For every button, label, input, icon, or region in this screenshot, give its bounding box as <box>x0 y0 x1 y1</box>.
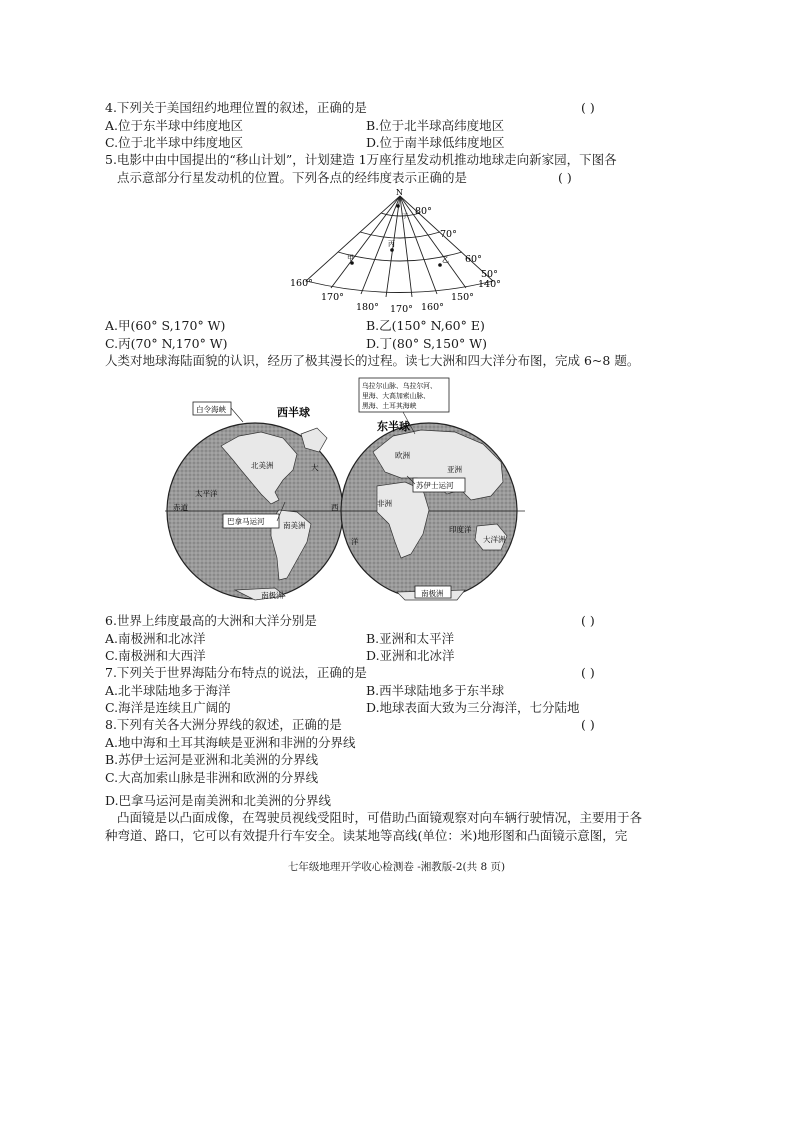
q8-option-a: A.地中海和土耳其海峡是亚洲和非洲的分界线 <box>105 735 356 750</box>
q6-option-b: B.亚洲和太平洋 <box>366 631 455 646</box>
lon-160-mid-label: 160° <box>421 302 444 313</box>
intro-6-8: 人类对地球海陆面貌的认识，经历了极其漫长的过程。读七大洲和四大洋分布图，完成 6~8 题。 <box>105 353 640 368</box>
intro-next-line1: 凸面镜是以凸面成像，在驾驶员视线受阻时，可借助凸面镜观察对向车辆行驶情况，主要用于各 <box>117 810 643 825</box>
boundary-box-line3: 黑海、土耳其海峡 <box>362 402 417 410</box>
lon-170-mid-label: 170° <box>390 304 413 315</box>
lon-160-left-label: 160° <box>290 278 313 289</box>
eastern-hemisphere-title: 东半球 <box>377 420 410 433</box>
world-hemispheres-map <box>165 374 525 610</box>
south-america-label: 南美洲 <box>283 521 306 530</box>
lat-lon-grid-figure <box>288 186 508 316</box>
q6-answer-paren[interactable]: ( ) <box>581 613 595 628</box>
q7-option-a: A.北半球陆地多于海洋 <box>105 683 231 698</box>
oceania-label: 大洋洲 <box>483 535 506 544</box>
q7-stem: 7.下列关于世界海陆分布特点的说法，正确的是 <box>105 665 367 680</box>
western-hemisphere-title: 西半球 <box>277 406 310 419</box>
q8-option-c: C.大高加索山脉是非洲和欧洲的分界线 <box>105 770 319 785</box>
point-yi-label: 乙 <box>442 256 449 264</box>
lat-60-label: 60° <box>465 254 482 265</box>
point-ding-label: 丁 <box>402 213 409 220</box>
q4-option-a: A.位于东半球中纬度地区 <box>105 118 244 133</box>
q6-stem: 6.世界上纬度最高的大洲和大洋分别是 <box>105 613 317 628</box>
q5-option-a: A.甲(60° S,170° W) <box>105 318 226 333</box>
q4-stem: 4.下列关于美国纽约地理位置的叙述，正确的是 <box>105 100 367 115</box>
q7-option-c: C.海洋是连续且广阔的 <box>105 700 231 715</box>
q6-option-c: C.南极洲和大西洋 <box>105 648 206 663</box>
lat-50-label: 50° <box>481 269 498 280</box>
q5-option-b: B.乙(150° N,60° E) <box>366 318 485 333</box>
q8-option-d: D.巴拿马运河是南美洲和北美洲的分界线 <box>105 793 332 808</box>
atlantic-xi-label: 西 <box>331 503 339 512</box>
q4-option-b: B.位于北半球高纬度地区 <box>366 118 505 133</box>
lon-140-label: 140° <box>478 279 501 290</box>
indian-ocean-label: 印度洋 <box>449 525 472 534</box>
q4-answer-paren[interactable]: ( ) <box>581 100 595 115</box>
q8-option-b: B.苏伊士运河是亚洲和北美洲的分界线 <box>105 752 319 767</box>
panama-canal-label: 巴拿马运河 <box>227 517 265 526</box>
antarctica-east-label: 南极洲 <box>421 589 444 598</box>
equator-label: 赤道 <box>173 503 188 512</box>
q4-option-c: C.位于北半球中纬度地区 <box>105 135 244 150</box>
q6-option-a: A.南极洲和北冰洋 <box>105 631 206 646</box>
lon-180-label: 180° <box>356 302 379 313</box>
q4-option-d: D.位于南半球低纬度地区 <box>366 135 505 150</box>
q5-stem-line2: 点示意部分行星发动机的位置。下列各点的经纬度表示正确的是 <box>117 170 468 185</box>
intro-next-line2: 种弯道、路口，它可以有效提升行车安全。读某地等高线(单位：米)地形图和凸面镜示意图，完 <box>105 828 628 843</box>
q6-option-d: D.亚洲和北冰洋 <box>366 648 455 663</box>
europe-label: 欧洲 <box>395 451 410 460</box>
asia-label: 亚洲 <box>447 465 462 474</box>
lat-80-label: 80° <box>415 206 432 217</box>
north-america-label: 北美洲 <box>251 461 274 470</box>
lon-150-label: 150° <box>451 292 474 303</box>
q7-option-d: D.地球表面大致为三分海洋，七分陆地 <box>366 700 580 715</box>
page-footer: 七年级地理开学收心检测卷 -湘教版-2(共 8 页) <box>287 861 506 873</box>
q5-stem-line1: 5.电影中由中国提出的“移山计划”，计划建造 1万座行星发动机推动地球走向新家园，下图各 <box>105 152 617 167</box>
bering-strait-label: 白令海峡 <box>196 405 226 414</box>
boundary-box-line2: 里海、大高加索山脉、 <box>362 392 430 400</box>
q7-option-b: B.西半球陆地多于东半球 <box>366 683 505 698</box>
north-label: N <box>396 188 403 197</box>
africa-label: 非洲 <box>377 499 392 508</box>
boundary-box-line1: 乌拉尔山脉、乌拉尔河、 <box>362 382 437 390</box>
suez-canal-label: 苏伊士运河 <box>416 481 454 490</box>
point-jia-label: 甲 <box>347 254 354 262</box>
q7-answer-paren[interactable]: ( ) <box>581 665 595 680</box>
atlantic-da-label: 大 <box>311 463 319 472</box>
antarctica-west-label: 南极洲 <box>261 591 284 600</box>
lon-170-left-label: 170° <box>321 292 344 303</box>
pacific-ocean-label: 太平洋 <box>195 489 218 498</box>
point-bing-label: 丙 <box>388 240 395 248</box>
q5-option-d: D.丁(80° S,150° W) <box>366 336 487 351</box>
q5-answer-paren[interactable]: ( ) <box>558 170 572 185</box>
lat-70-label: 70° <box>440 229 457 240</box>
atlantic-yang-label: 洋 <box>351 537 359 546</box>
q8-stem: 8.下列有关各大洲分界线的叙述，正确的是 <box>105 717 342 732</box>
q5-option-c: C.丙(70° N,170° W) <box>105 336 228 351</box>
q8-answer-paren[interactable]: ( ) <box>581 717 595 732</box>
